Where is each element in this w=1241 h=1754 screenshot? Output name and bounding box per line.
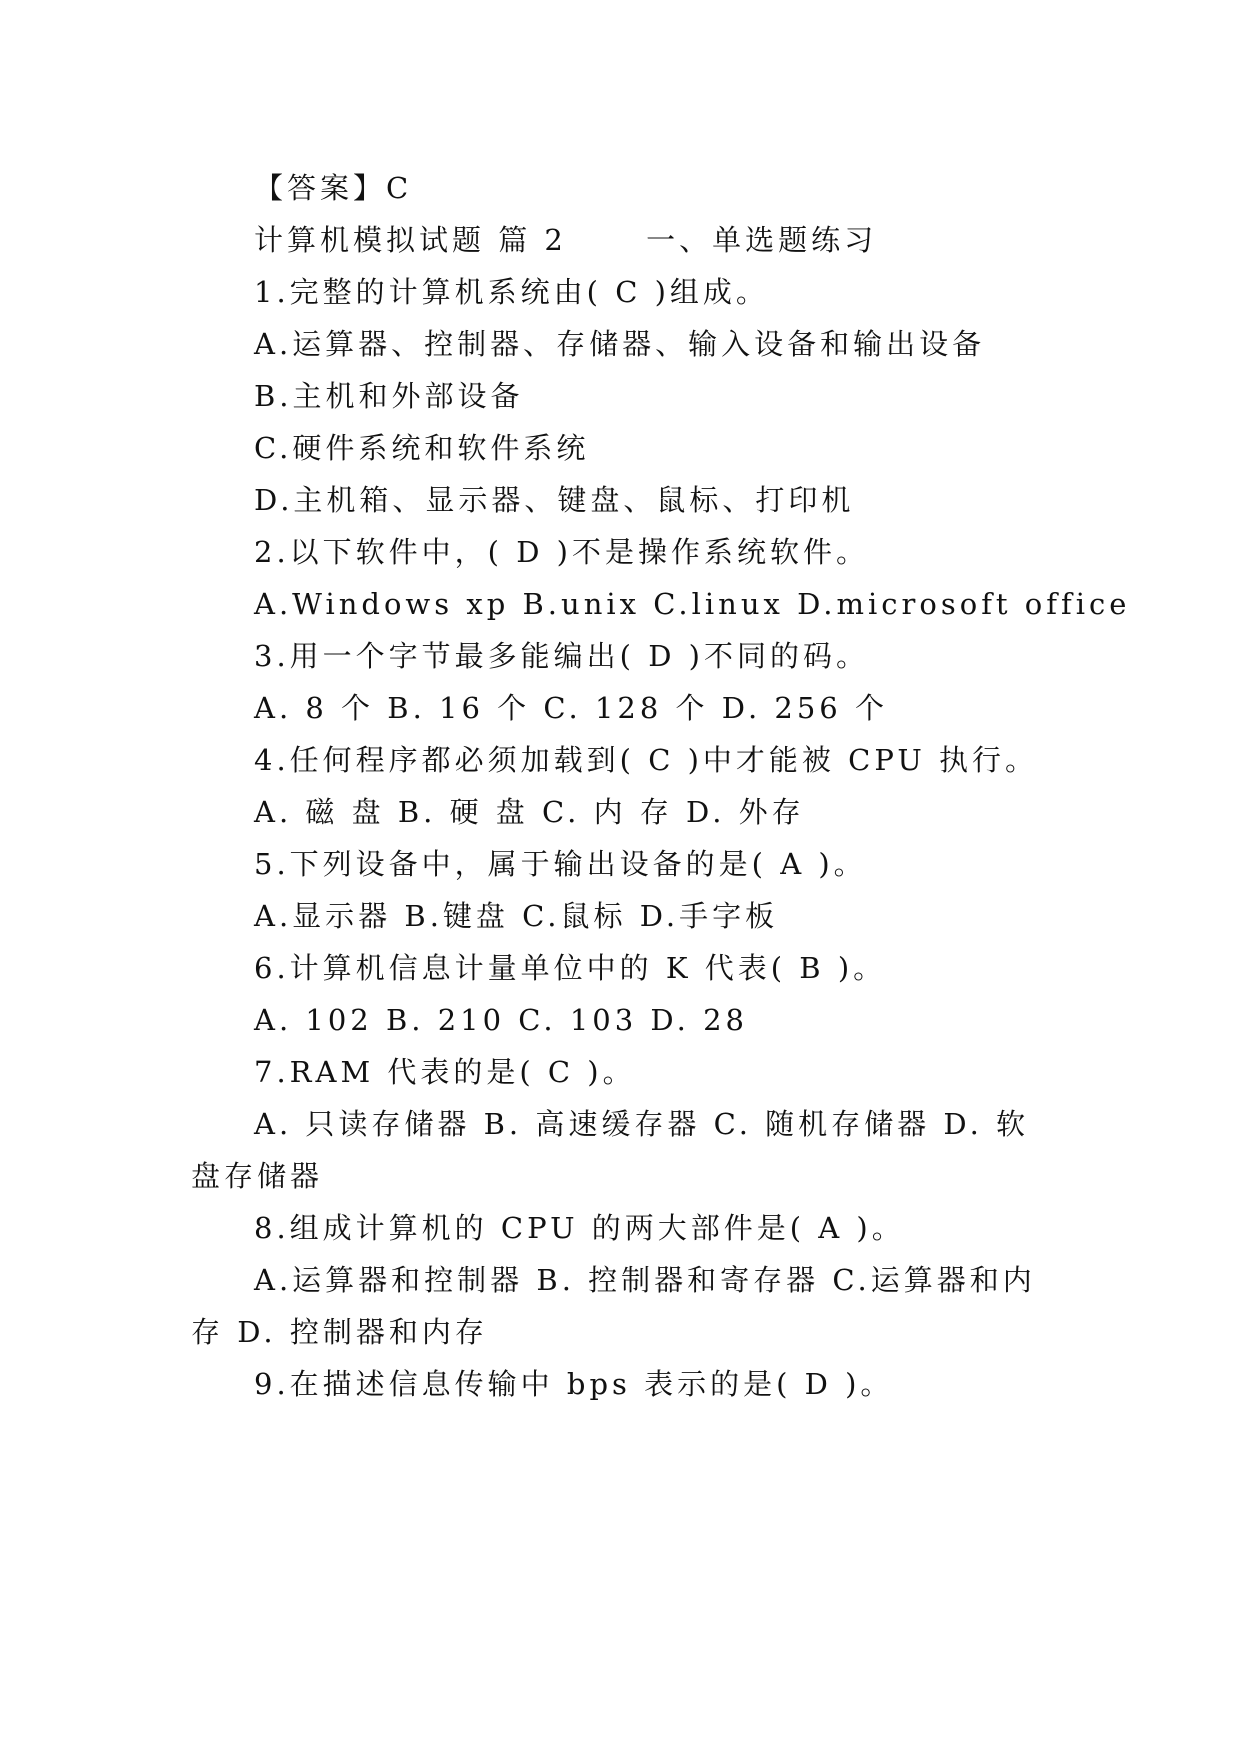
question-5-options: A.显示器 B.键盘 C.鼠标 D.手字板	[254, 899, 779, 933]
answer-line: 【答案】C	[254, 171, 413, 205]
question-2: 2.以下软件中，( D )不是操作系统软件。	[254, 535, 869, 569]
question-3-options: A. 8 个 B. 16 个 C. 128 个 D. 256 个	[254, 691, 888, 725]
question-9: 9.在描述信息传输中 bps 表示的是( D )。	[254, 1367, 894, 1401]
question-5: 5.下列设备中，属于输出设备的是( A )。	[254, 847, 867, 881]
question-1-option-b: B.主机和外部设备	[254, 379, 524, 413]
question-1-option-d: D.主机箱、显示器、键盘、鼠标、打印机	[254, 483, 855, 517]
question-2-options: A.Windows xp B.unix C.linux D.microsoft office	[254, 587, 1131, 621]
question-6: 6.计算机信息计量单位中的 K 代表( B )。	[254, 951, 887, 985]
question-8-options: A.运算器和控制器 B. 控制器和寄存器 C.运算器和内	[254, 1263, 1036, 1297]
question-1: 1.完整的计算机系统由( C )组成。	[254, 275, 769, 309]
question-7: 7.RAM 代表的是( C )。	[254, 1055, 636, 1089]
question-8: 8.组成计算机的 CPU 的两大部件是( A )。	[254, 1211, 905, 1245]
section-heading: 计算机模拟试题 篇 2 一、单选题练习	[254, 223, 878, 257]
question-3: 3.用一个字节最多能编出( D )不同的码。	[254, 639, 869, 673]
question-1-option-a: A.运算器、控制器、存储器、输入设备和输出设备	[254, 327, 986, 361]
question-4-options: A. 磁 盘 B. 硬 盘 C. 内 存 D. 外存	[254, 795, 805, 829]
question-8-options-continued: 存 D. 控制器和内存	[191, 1315, 488, 1349]
question-4: 4.任何程序都必须加载到( C )中才能被 CPU 执行。	[254, 743, 1038, 777]
question-1-option-c: C.硬件系统和软件系统	[254, 431, 590, 465]
question-7-options: A. 只读存储器 B. 高速缓存器 C. 随机存储器 D. 软	[254, 1107, 1030, 1141]
question-6-options: A. 102 B. 210 C. 103 D. 28	[254, 1003, 748, 1037]
question-7-options-continued: 盘存储器	[191, 1159, 324, 1193]
